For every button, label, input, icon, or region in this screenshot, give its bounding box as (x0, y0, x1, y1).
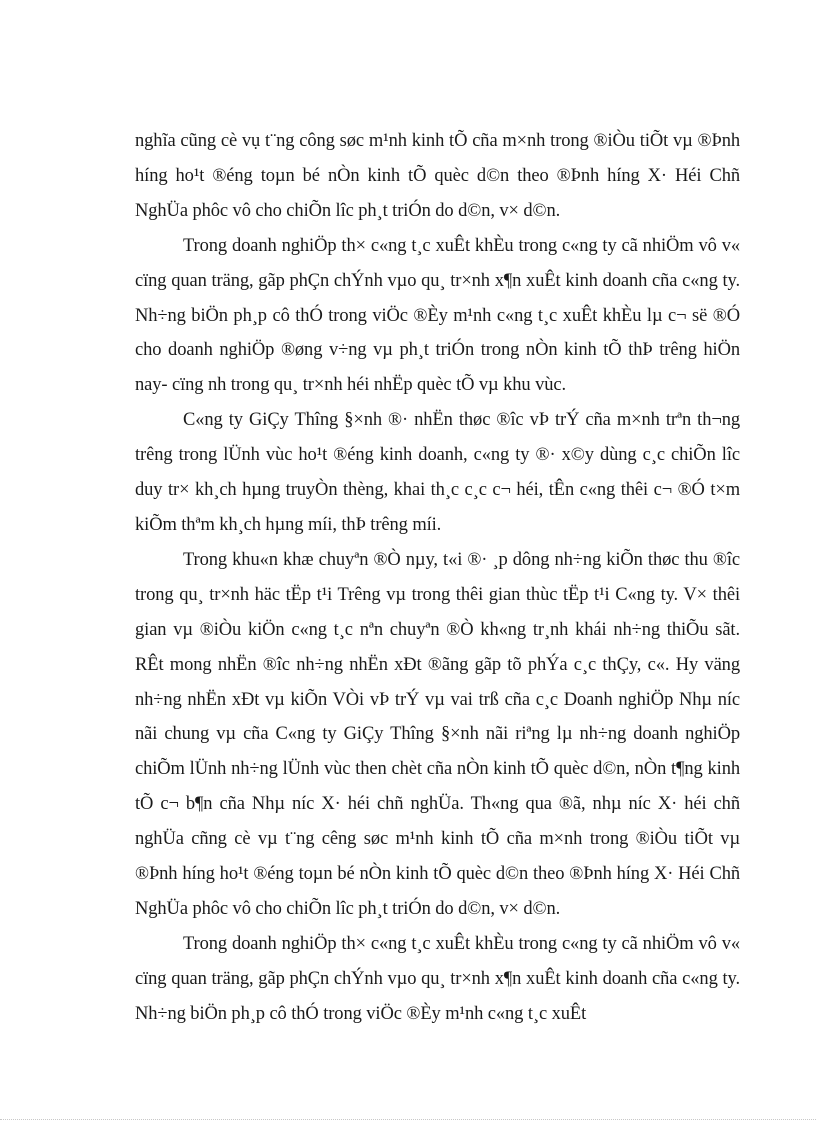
paragraph-2: Trong doanh nghiÖp th× c«ng t¸c xuÊt khÈu trong c«ng ty cã nhiÖm vô v« cïng quan träng, gãp phÇn chÝnh vµo qu¸ tr×nh x¶n xuÊt kinh doanh cña c«ng ty. Nh÷ng biÖn ph¸p cô thÓ trong viÖc ®Èy m¹nh c«ng t¸c xuÊt khÈu lµ c¬ së ®Ó cho doanh nghiÖp ®øng v÷ng vµ ph¸t triÓn trong nÒn kinh tÕ thÞ trêng hiÖn nay- cïng nh trong qu¸ tr×nh héi nhËp quèc tÕ vµ khu vùc. (135, 235, 740, 396)
paragraph-3: C«ng ty GiÇy Thîng §×nh ®· nhËn thøc ®îc vÞ trÝ cña m×nh trªn th¬ng trêng trong lÜnh vùc ho¹t ®éng kinh doanh, c«ng ty ®· x©y dùng c¸c chiÕn lîc duy tr× kh¸ch hµng truyÒn thèng, khai th¸c c¸c c¬ héi, tÊn c«ng thêi c¬ ®Ó t×m kiÕm thªm kh¸ch hµng míi, thÞ trêng míi. (135, 410, 740, 535)
page-body (135, 124, 740, 1032)
paragraph-4: Trong khu«n khæ chuyªn ®Ò nµy, t«i ®· ¸p dông nh÷ng kiÕn thøc thu ®îc trong qu¸ tr×nh häc tËp t¹i Trêng vµ trong thêi gian thùc tËp t¹i C«ng ty. V× thêi gian vµ ®iÒu kiÖn c«ng t¸c nªn chuyªn ®Ò kh«ng tr¸nh khái nh÷ng thiÕu sãt. RÊt mong nhËn ®îc nh÷ng nhËn xÐt ®ãng gãp tõ phÝa c¸c thÇy, c«. Hy väng nh÷ng nhËn xÐt vµ kiÕn VÒi vÞ trÝ vµ vai trß cña c¸c Doanh nghiÖp Nhµ níc nãi chung vµ cña C«ng ty GiÇy Thîng §×nh nãi riªng lµ nh÷ng doanh nghiÖp chiÕm lÜnh nh÷ng lÜnh vùc then chèt cña nÒn kinh tÕ quèc d©n, nÒn t¶ng kinh tÕ c¬ b¶n cña Nhµ níc X· héi chñ nghÜa. Th«ng qua ®ã, nhµ níc X· héi chñ nghÜa cñng cè vµ t¨ng cêng søc m¹nh kinh tÕ cña m×nh trong ®iÒu tiÕt vµ ®Þnh híng ho¹t ®éng toµn bé nÒn kinh tÕ quèc d©n theo ®Þnh híng X· Héi Chñ NghÜa phôc vô cho chiÕn lîc ph¸t triÓn do d©n, v× d©n. (135, 549, 740, 919)
page-bottom-divider (0, 1119, 816, 1120)
paragraph-1: nghĩa cũng cè vụ t¨ng công søc m¹nh kinh tÕ cña m×nh trong ®iÒu tiÕt vµ ®Þnh híng ho¹t ®éng toµn bé nÒn kinh tÕ quèc d©n theo ®Þnh híng X· Héi Chñ NghÜa phôc vô cho chiÕn lîc ph¸t triÓn do d©n, v× d©n. (135, 131, 740, 221)
paragraph-5: Trong doanh nghiÖp th× c«ng t¸c xuÊt khÈu trong c«ng ty cã nhiÖm vô v« cïng quan träng, gãp phÇn chÝnh vµo qu¸ tr×nh x¶n xuÊt kinh doanh cña c«ng ty. Nh÷ng biÖn ph¸p cô thÓ trong viÖc ®Èy m¹nh c«ng t¸c xuÊt (135, 933, 740, 1024)
